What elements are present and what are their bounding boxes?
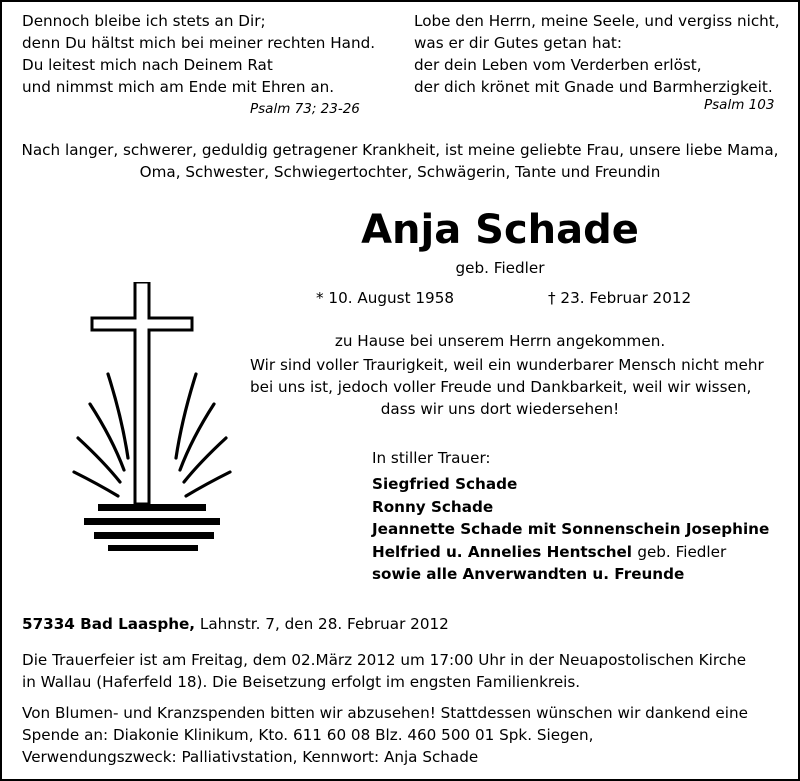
address-place: 57334 Bad Laasphe, — [22, 615, 196, 633]
intro-line: Nach langer, schwerer, geduldig getragener Krankheit, ist meine geliebte Frau, unsere liebe Mama, — [21, 141, 779, 159]
verse-left-line: denn Du hältst mich bei meiner rechten Hand. — [22, 34, 376, 52]
message-line: bei uns ist, jedoch voller Freude und Dankbarkeit, weil wir wissen, — [250, 378, 752, 396]
mourner-entry — [372, 541, 769, 564]
address-rest: Lahnstr. 7, den 28. Februar 2012 — [199, 615, 449, 633]
mourner-name: Siegfried Schade — [372, 475, 518, 493]
donation-line: Von Blumen- und Kranzspenden bitten wir abzusehen! Stattdessen wünschen wir dankend eine — [22, 704, 748, 722]
verse-left-line: Dennoch bleibe ich stets an Dir; — [22, 12, 266, 30]
verse-left-reference: Psalm 73; 23-26 — [250, 101, 360, 117]
mourner-note: geb. Fiedler — [637, 542, 727, 561]
message — [250, 330, 764, 420]
donation-info — [22, 702, 748, 768]
cross-sunrise-icon — [70, 282, 240, 552]
verse-right — [414, 10, 780, 98]
mourner-name: Helfried u. Annelies Hentschel — [372, 542, 633, 561]
birth-date: * 10. August 1958 — [316, 289, 455, 307]
mourner-name: Jeannette Schade mit Sonnenschein Josephine — [372, 520, 770, 538]
death-date: † 23. Februar 2012 — [548, 289, 692, 307]
donation-line: Spende an: Diakonie Klinikum, Kto. 611 60 08 Blz. 460 500 01 Spk. Siegen, — [22, 726, 594, 744]
mourners-closing: sowie alle Anverwandten u. Freunde — [372, 565, 685, 583]
mourners-list — [372, 473, 769, 586]
birth-name: geb. Fiedler — [455, 259, 545, 277]
verse-right-line: was er dir Gutes getan hat: — [414, 34, 622, 52]
funeral-line: Die Trauerfeier ist am Freitag, dem 02.März 2012 um 17:00 Uhr in der Neuapostolischen Kirche — [22, 651, 747, 669]
message-line: Wir sind voller Traurigkeit, weil ein wunderbarer Mensch nicht mehr — [250, 356, 764, 374]
donation-line: Verwendungszweck: Palliativstation, Kennwort: Anja Schade — [22, 748, 479, 766]
verse-left-line: und nimmst mich am Ende mit Ehren an. — [22, 78, 335, 96]
funeral-info — [22, 649, 746, 693]
funeral-line: in Wallau (Haferfeld 18). Die Beisetzung erfolgt im engsten Familienkreis. — [22, 673, 581, 691]
verse-right-line: der dein Leben vom Verderben erlöst, — [414, 56, 702, 74]
verse-left-line: Du leitest mich nach Deinem Rat — [22, 56, 273, 74]
address-line — [22, 613, 449, 635]
verse-left — [22, 10, 375, 98]
mourners-label: In stiller Trauer: — [372, 449, 491, 467]
deceased-name: Anja Schade — [361, 207, 639, 253]
verse-right-reference: Psalm 103 — [704, 97, 775, 113]
verse-right-line: Lobe den Herrn, meine Seele, und vergiss nicht, — [414, 12, 780, 30]
verse-right-line: der dich krönet mit Gnade und Barmherzigkeit. — [414, 78, 773, 96]
intro-line: Oma, Schwester, Schwiegertochter, Schwägerin, Tante und Freundin — [139, 163, 661, 181]
mourner-name: Ronny Schade — [372, 497, 494, 516]
intro-text — [0, 139, 800, 183]
message-line: zu Hause bei unserem Herrn angekommen. — [334, 332, 666, 350]
message-line: dass wir uns dort wiedersehen! — [380, 400, 620, 418]
